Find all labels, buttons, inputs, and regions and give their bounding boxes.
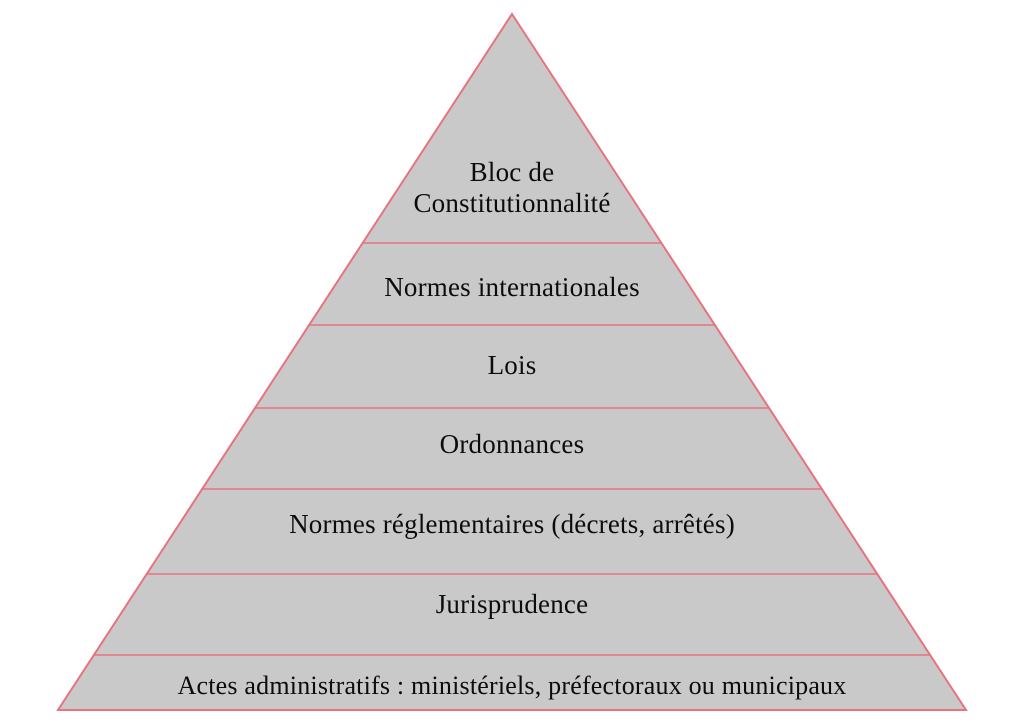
tier-label-normes-reglementaires: Normes réglementaires (décrets, arrêtés)	[289, 508, 735, 539]
tier-label-jurisprudence: Jurisprudence	[435, 588, 589, 619]
tier-label-ordonnances: Ordonnances	[439, 428, 585, 459]
tier-label-actes-administratifs: Actes administratifs : ministériels, préfectoraux ou municipaux	[177, 671, 847, 700]
tier-label-bloc-de-constitutionnalite: Bloc de Constitutionnalité	[413, 157, 611, 219]
tier-label-normes-internationales: Normes internationales	[384, 271, 640, 302]
pyramid-body	[58, 14, 966, 710]
tier-label-lois: Lois	[487, 349, 537, 380]
